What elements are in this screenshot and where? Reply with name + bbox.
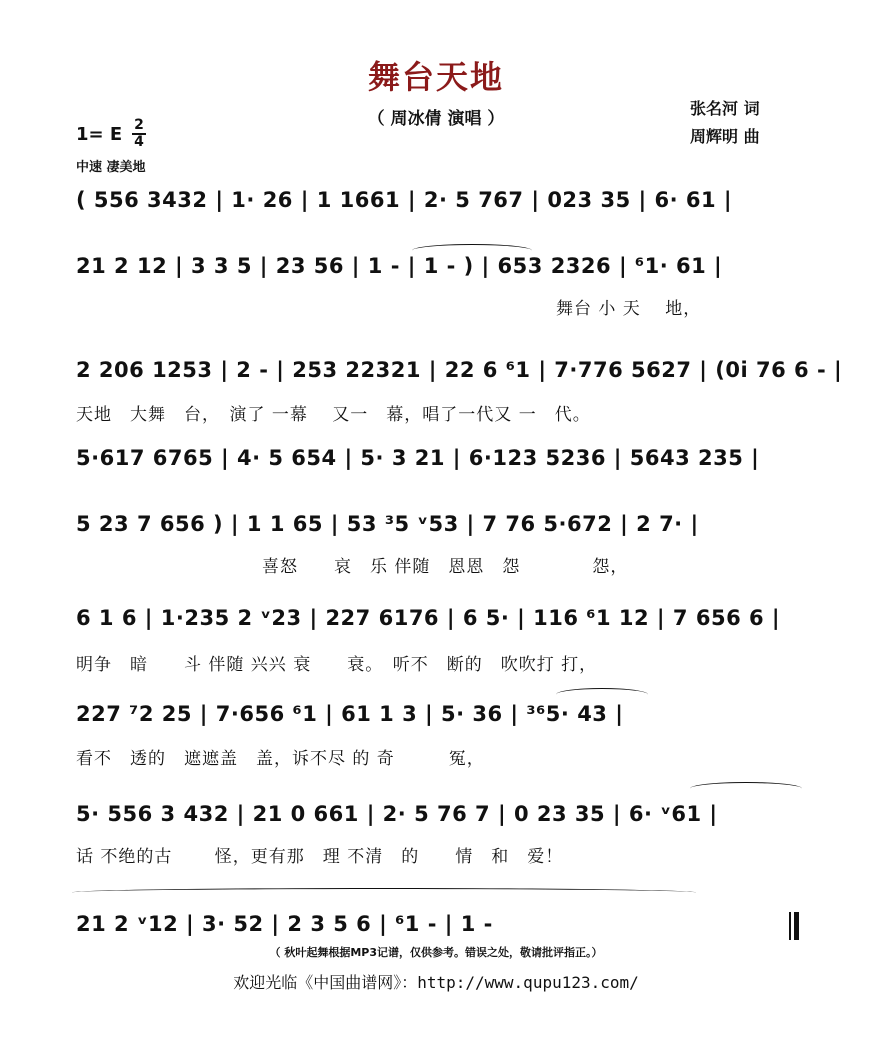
composer-credit: 周辉明 曲 (690, 127, 760, 146)
final-barline-thick (794, 912, 799, 940)
tie (690, 782, 802, 795)
song-title: 舞台天地 (367, 58, 504, 96)
lyric-row-7: 看不 透的 遮遮盖 盖，诉不尽 的 奇 冤， (76, 749, 485, 769)
notation-row-8: 5· 556 3 432 | 21 0 661 | 2· 5 76 7 | 0 23 35 | 6· ᵛ61 | (76, 802, 718, 826)
lyric-row-3: 天地 大舞 台， 演了 一幕 又一 幕，唱了一代又 一 代。 (76, 405, 591, 425)
website-footer[interactable]: 欢迎光临《中国曲谱网》：http://www.qupu123.com/ (233, 973, 639, 992)
time-signature-numerator: 2 (132, 118, 146, 135)
notation-row-2: 21 2 12 | 3 3 5 | 23 56 | 1 - | 1 - ) | 653 2326 | ⁶1· 61 | (76, 254, 723, 278)
time-signature (132, 118, 146, 150)
lyric-row-2: 舞台 小 天 地， (556, 299, 702, 319)
time-signature-denominator: 4 (134, 134, 144, 150)
notation-row-1: ( 556 3432 | 1· 26 | 1 1661 | 2· 5 767 | 023 35 | 6· 61 | (76, 188, 733, 212)
tie (72, 888, 696, 897)
final-barline-thin (789, 912, 791, 940)
lyric-row-5: 喜怒 哀 乐 伴随 恩恩 怨 怨， (262, 557, 629, 577)
transcription-note: （ 秋叶起舞根据MP3记谱，仅供参考。错误之处，敬请批评指正。） (269, 946, 603, 959)
performer-credit: （ 周冰倩 演唱 ） (367, 109, 505, 129)
notation-row-3: 2 206 1253 | 2 - | 253 22321 | 22 6 ⁶1 | 7·776 5627 | (0i 76 6 - | (76, 358, 843, 382)
notation-row-4: 5·617 6765 | 4· 5 654 | 5· 3 21 | 6·123 5236 | 5643 235 | (76, 446, 760, 470)
notation-row-6: 6 1 6 | 1·235 2 ᵛ23 | 227 6176 | 6 5· | 116 ⁶1 12 | 7 656 6 | (76, 606, 781, 630)
lyric-row-8: 话 不绝的古 怪，更有那 理 不清 的 情 和 爱！ (76, 847, 564, 867)
slur (556, 688, 648, 701)
notation-row-9: 21 2 ᵛ12 | 3· 52 | 2 3 5 6 | ⁶1 - | 1 - (76, 912, 493, 936)
tempo-marking: 中速 凄美地 (76, 160, 146, 175)
notation-row-7: 227 ⁷2 25 | 7·656 ⁶1 | 61 1 3 | 5· 36 | ³⁶5· 43 | (76, 702, 624, 726)
lyricist-credit: 张名河 词 (690, 99, 760, 118)
notation-row-5: 5 23 7 656 ) | 1 1 65 | 53 ³5 ᵛ53 | 7 76 5·672 | 2 7· | (76, 512, 699, 536)
lyric-row-6: 明争 暗 斗 伴随 兴兴 衰 衰。 听不 断的 吹吹打 打， (76, 655, 598, 675)
key-signature: 1= E (76, 124, 123, 145)
